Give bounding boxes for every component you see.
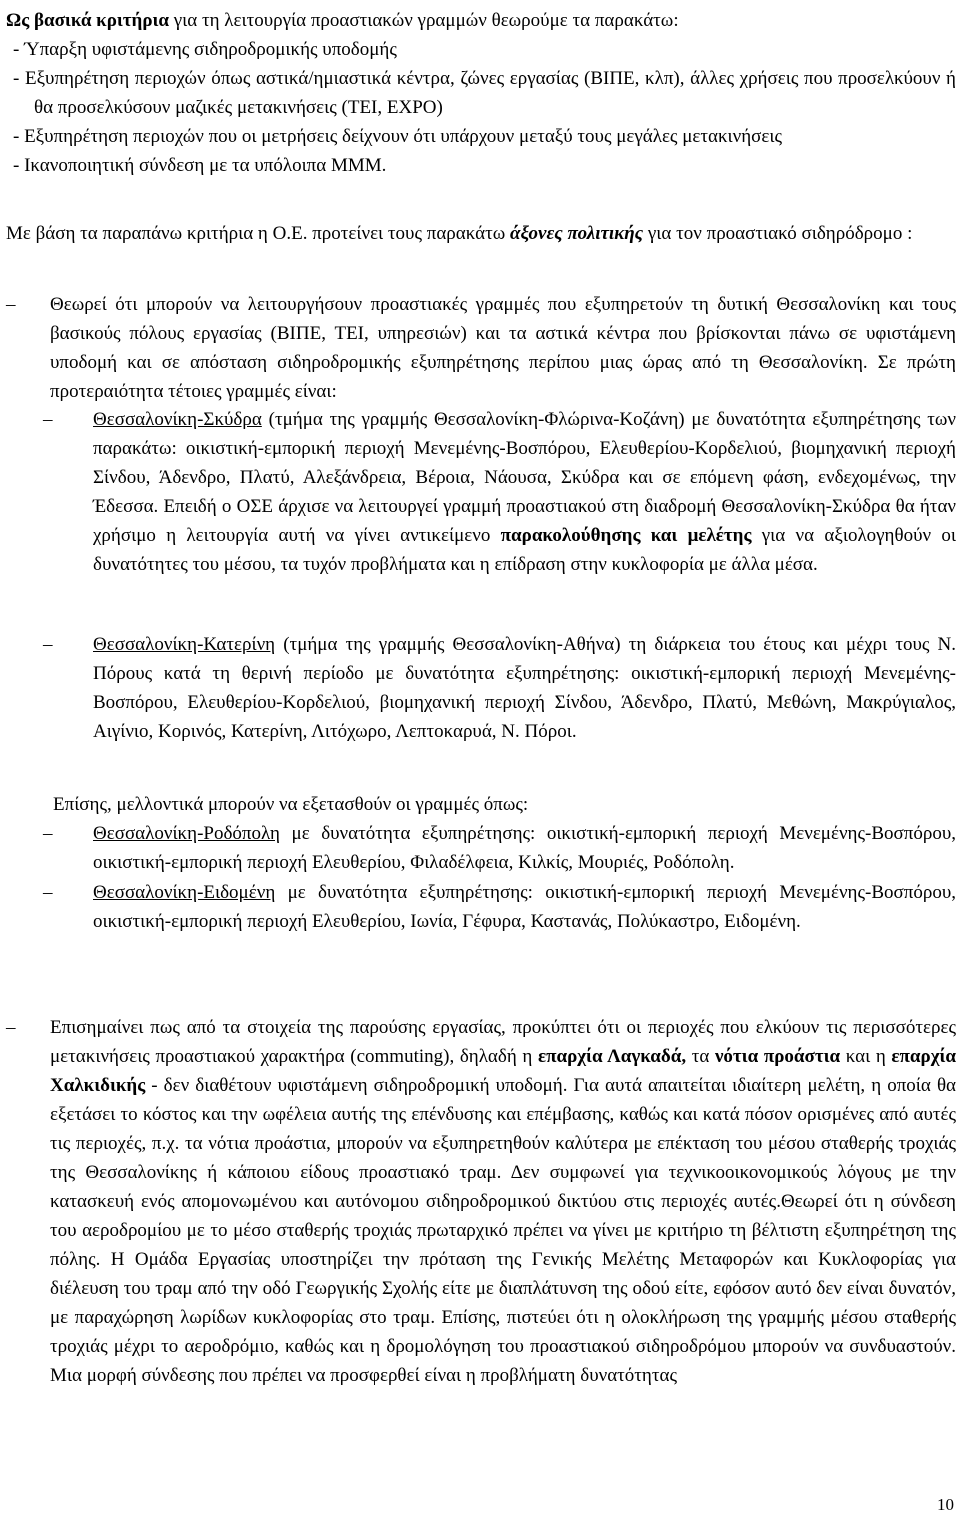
- bullet-paragraph: [6, 1013, 956, 1390]
- criteria-item: - Εξυπηρέτηση περιοχών που οι μετρήσεις δείχνουν ότι υπάρχουν μεταξύ τους μεγάλες μετακινήσεις: [13, 126, 783, 147]
- line-name: Θεσσαλονίκη-Κατερίνη: [93, 634, 276, 655]
- page-number: 10: [937, 1495, 954, 1514]
- line-name: Θεσσαλονίκη-Ειδομένη: [93, 882, 276, 903]
- policy-bullet-2: [6, 1013, 956, 1390]
- line-item-rodopoli: [43, 819, 956, 877]
- dash-bullet-icon: –: [6, 294, 16, 315]
- line-text: με δυνατότητα εξυπηρέτησης: οικιστική-εμπορική περιοχή Μενεμένης-Βοσπόρου, οικιστική-εμπορική περιοχή Ελευθερίου, Φιλαδέλφεια, Κιλκίς, Μουριές, Ροδόπολη.: [93, 823, 956, 873]
- line-text: (τμήμα της γραμμής Θεσσαλονίκη-Φλώρινα-Κοζάνη) με δυνατότητα εξυπηρέτησης των παρακάτω: οικιστική-εμπορική περιοχή Μενεμένης-Βοσπόρου, Ελευθερίου-Κορδελιού, βιομηχανική περιοχή Σίνδου, Άδενδρο, Πλατύ, Αλεξάνδρεια, Βέροια, Νάουσα, Σκύδρα και σε επόμενη φάση, ενδεχομένως, την Έδεσσα. Επειδή ο ΟΣΕ άρχισε να λειτουργεί γραμμή προαστιακού στη διαδρομή Θεσσαλονίκη-Σκύδρα θα ήταν χρήσιμο η λειτουργία αυτή να γίνει αντικείμενο: [93, 409, 956, 546]
- bold-southern-suburbs: νότια προάστια: [714, 1046, 841, 1067]
- criteria-item: - Ύπαρξη υφιστάμενης σιδηροδρομικής υποδομής: [13, 39, 397, 60]
- dash-bullet-icon: –: [43, 409, 53, 430]
- criteria-item: - Ικανοποιητική σύνδεση με τα υπόλοιπα ΜΜΜ.: [13, 155, 387, 176]
- dash-bullet-icon: –: [43, 634, 53, 655]
- criteria-heading: [6, 6, 956, 35]
- bullet-text: και η: [840, 1046, 892, 1067]
- line-name: Θεσσαλονίκη-Ροδόπολη: [93, 823, 280, 844]
- criteria-item: - Εξυπηρέτηση περιοχών όπως αστικά/ημιαστικά κέντρα, ζώνες εργασίας (ΒΙΠΕ, κλπ), άλλες χρήσεις που προσελκύουν ή θα προσελκύσουν μαζικές μετακινήσεις (ΤΕΙ, EXPO): [13, 68, 956, 118]
- policy-axes-emphasis: άξονες πολιτικής: [509, 223, 644, 244]
- bullet-text: τα: [686, 1046, 715, 1067]
- criteria-section: [6, 6, 956, 180]
- dash-bullet-icon: –: [43, 882, 53, 903]
- criteria-bold-lead: Ως βασικά κριτήρια: [6, 10, 169, 31]
- bullet-text: Επισημαίνει πως από τα στοιχεία της παρούσης εργασίας, προκύπτει ότι οι περιοχές που ελκύουν τις περισσότερες μετακινήσεις προαστιακού χαρακτήρα (commuting), δηλαδή η: [50, 1017, 956, 1067]
- criteria-heading-rest: για τη λειτουργία προαστιακών γραμμών θεωρούμε τα παρακάτω:: [169, 10, 679, 31]
- intro-text: Με βάση τα παραπάνω κριτήρια η Ο.Ε. προτείνει τους παρακάτω: [6, 223, 510, 244]
- line-name: Θεσσαλονίκη-Σκύδρα: [93, 409, 262, 430]
- bullet-paragraph: [6, 290, 956, 406]
- bold-region-lagkadas: επαρχία Λαγκαδά,: [537, 1046, 687, 1067]
- bullet-text: - δεν διαθέτουν υφιστάμενη σιδηροδρομική υποδομή. Για αυτά απαιτείται ιδιαίτερη μελέτη, η οποία θα εξετάσει το κόστος και την ωφέλεια αυτής της επένδυσης και επέμβασης, καθώς και κατά πόσον ορισμένες από αυτές τις περιοχές, π.χ. τα νότια προάστια, μπορούν να εξυπηρετηθούν καλύτερα με επέκταση του μέσου σταθερής τροχιάς της Θεσσαλονίκης ή κάποιου είδους προαστιακό τραμ. Δεν συμφωνεί για τεχνικοοικονομικούς λόγους με την κατασκευή ενός απομονωμένου και αυτόνομου σιδηροδρομικού δικτύου στις περιοχές αυτές.Θεωρεί ότι η σύνδεση του αεροδρομίου με το μέσο σταθερής τροχιάς πρωταρχικό πρέπει να γίνει με κριτήριο τη βέλτιστη εξυπηρέτηση της πόλης. Η Ομάδα Εργασίας υποστηρίζει την πρόταση της Γενικής Μελέτης Μεταφορών και Κυκλοφορίας για διέλευση του τραμ από την οδό Γεωργικής Σχολής είτε με διαπλάτυνση της οδού είτε, εφόσον αυτό δεν είναι δυνατόν, με παραχώρηση λωρίδων κυκλοφορίας στο τραμ. Επίσης, πιστεύει ότι η ολοκλήρωση της γραμμής μέσου σταθερής τροχιάς μέχρι το αεροδρόμιο, καθώς και η δρομολόγηση του προαστιακού σιδηροδρόμου μπορούν να συνδυαστούν. Μια μορφή σύνδεσης που πρέπει να προσφερθεί είναι η προβλήματη δυνατότητας: [50, 1075, 956, 1386]
- policy-intro-paragraph: [6, 219, 956, 248]
- line-item-skydra: [43, 405, 956, 579]
- bold-region-chalkidiki: επαρχία Χαλκιδικής: [50, 1046, 956, 1096]
- line-text: με δυνατότητα εξυπηρέτησης: οικιστική-εμπορική περιοχή Μενεμένης-Βοσπόρου, οικιστική-εμπορική περιοχή Ελευθερίου, Ιωνία, Γέφυρα, Καστανάς, Πολύκαστρο, Ειδομένη.: [93, 882, 956, 932]
- dash-bullet-icon: –: [6, 1017, 16, 1038]
- future-lines-section: [43, 790, 956, 936]
- bullet-text: Θεωρεί ότι μπορούν να λειτουργήσουν προαστιακές γραμμές που εξυπηρετούν τη δυτική Θεσσαλονίκη και τους βασικούς πόλους εργασίας (ΒΙΠΕ, ΤΕΙ, υπηρεσιών) και τα αστικά κέντρα που βρίσκονται πάνω σε υφιστάμενη υποδομή και σε απόσταση σιδηροδρομικής εξυπηρέτησης περίπου μιας ώρας από τη Θεσσαλονίκη. Σε πρώτη προτεραιότητα τέτοιες γραμμές είναι:: [50, 294, 956, 402]
- intro-text-end: για τον προαστιακό σιδηρόδρομο :: [643, 223, 913, 244]
- line-item-eidomeni: [43, 878, 956, 936]
- line-bold-text: παρακολούθησης και μελέτης: [500, 525, 752, 546]
- line-paragraph: [43, 405, 956, 579]
- line-paragraph: [43, 630, 956, 746]
- line-item-katerini: [43, 630, 956, 746]
- future-lines-lead: Επίσης, μελλοντικά μπορούν να εξετασθούν οι γραμμές όπως:: [53, 794, 529, 815]
- policy-bullet-1: [6, 290, 956, 406]
- dash-bullet-icon: –: [43, 823, 53, 844]
- line-text: (τμήμα της γραμμής Θεσσαλονίκη-Αθήνα) τη διάρκεια του έτους και μέχρι τους Ν. Πόρους κατά τη θερινή περίοδο με δυνατότητα εξυπηρέτησης: οικιστική-εμπορική περιοχή Μενεμένης-Βοσπόρου, Ελευθερίου-Κορδελιού, βιομηχανική περιοχή Σίνδου, Άδενδρο, Πλατύ, Μεθώνη, Μακρύγιαλος, Αιγίνιο, Κορινός, Κατερίνη, Λιτόχωρο, Λεπτοκαρυά, Ν. Πόροι.: [93, 634, 956, 742]
- line-text-end: για να αξιολογηθούν οι δυνατότητες του μέσου, τα τυχόν προβλήματα και η επίδραση στην κυκλοφορία με άλλα μέσα.: [93, 525, 957, 575]
